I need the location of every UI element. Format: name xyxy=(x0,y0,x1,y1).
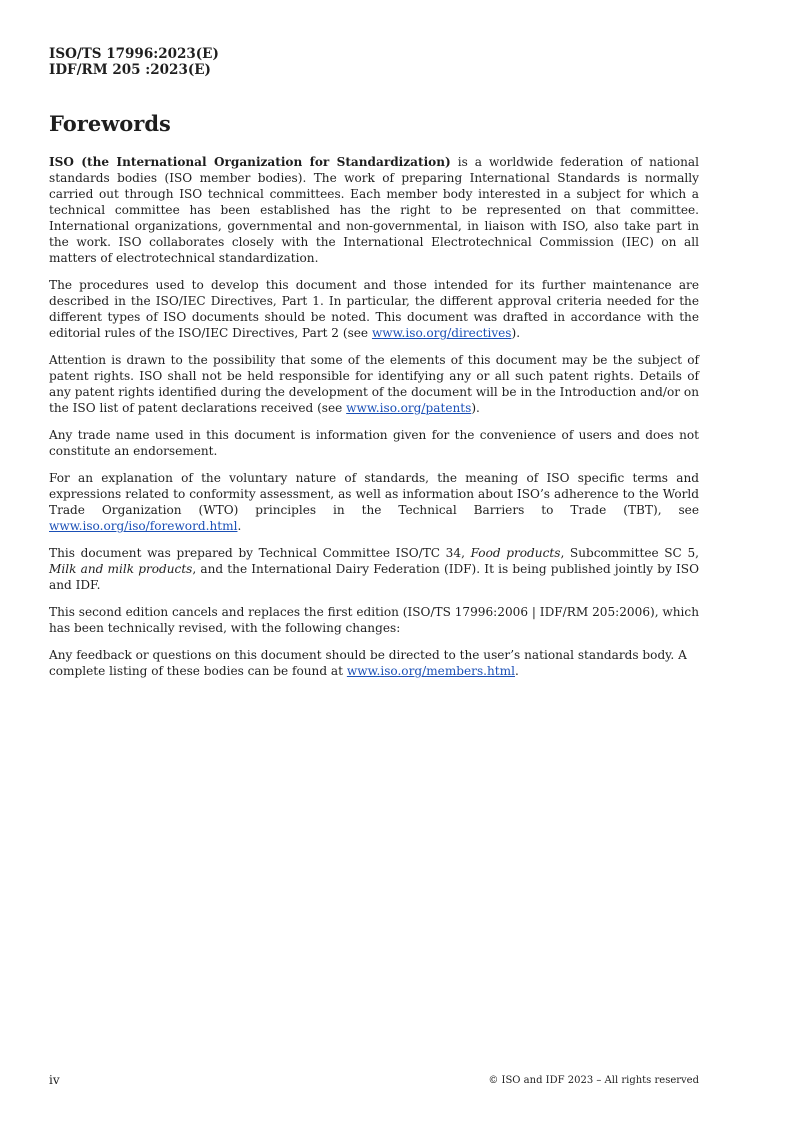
paragraph-patents: Attention is drawn to the possibility that some of the elements of this document may be the subject of patent rights. ISO shall not be held responsible for identifying any or all such patent rights. Details of any patent rights identified during the development of the document will be in the Introduction and/or on the ISO list of patent declarations received (see www.iso.org/patents). xyxy=(49,353,699,415)
milk-products-italic: Milk and milk products xyxy=(49,562,193,576)
paragraph-trade-name: Any trade name used in this document is information given for the convenience of users and does not constitute an endorsement. xyxy=(49,428,699,458)
iso-designation: ISO/TS 17996:2023(E) xyxy=(49,46,219,62)
patents-link[interactable]: www.iso.org/patents xyxy=(346,401,472,415)
directives-link[interactable]: www.iso.org/directives xyxy=(371,326,512,340)
page-title: Forewords xyxy=(49,111,171,136)
food-products-italic: Food products xyxy=(470,546,561,560)
document-designation xyxy=(49,46,219,78)
copyright-notice: © ISO and IDF 2023 – All rights reserved xyxy=(488,1075,699,1086)
paragraph-procedures: The procedures used to develop this document and those intended for its further maintenance are described in the ISO/IEC Directives, Part 1. In particular, the different approval criteria needed for the different types of ISO documents should be noted. This document was drafted in accordance with the editorial rules of the ISO/IEC Directives, Part 2 (see www.iso.org/directives). xyxy=(49,278,699,340)
members-link[interactable]: www.iso.org/members.html xyxy=(346,664,515,678)
idf-designation: IDF/RM 205 :2023(E) xyxy=(49,62,211,78)
paragraph-feedback: Any feedback or questions on this document should be directed to the user’s national standards body. A complete listing of these bodies can be found at www.iso.org/members.html. xyxy=(49,648,687,678)
paragraph-prepared-by: This document was prepared by Technical Committee ISO/TC 34, Food products, Subcommittee SC 5, Milk and milk products, and the International Dairy Federation (IDF). It is being published jointly by ISO and IDF. xyxy=(49,546,699,592)
paragraph-voluntary-nature: For an explanation of the voluntary nature of standards, the meaning of ISO specific terms and expressions related to conformity assessment, as well as information about ISO’s adherence to the World Trade Organization (WTO) principles in the Technical Barriers to Trade (TBT), see www.iso.org/iso/foreword.html. xyxy=(49,471,699,533)
iso-bold-lead: ISO (the International Organization for Standardization) xyxy=(49,155,451,169)
foreword-body xyxy=(49,154,699,690)
foreword-link[interactable]: www.iso.org/iso/foreword.html xyxy=(49,519,238,533)
page-number: iv xyxy=(49,1073,60,1087)
paragraph-edition: This second edition cancels and replaces the first edition (ISO/TS 17996:2006 | IDF/RM 205:2006), which has been technically revised, with the following changes: xyxy=(49,605,699,635)
paragraph-iso-intro: ISO (the International Organization for Standardization) is a worldwide federation of national standards bodies (ISO member bodies). The work of preparing International Standards is normally carried out through ISO technical committees. Each member body interested in a subject for which a technical committee has been established has the right to be represented on that committee. International organizations, governmental and non-governmental, in liaison with ISO, also take part in the work. ISO collaborates closely with the International Electrotechnical Commission (IEC) on all matters of electrotechnical standardization. xyxy=(49,155,699,265)
